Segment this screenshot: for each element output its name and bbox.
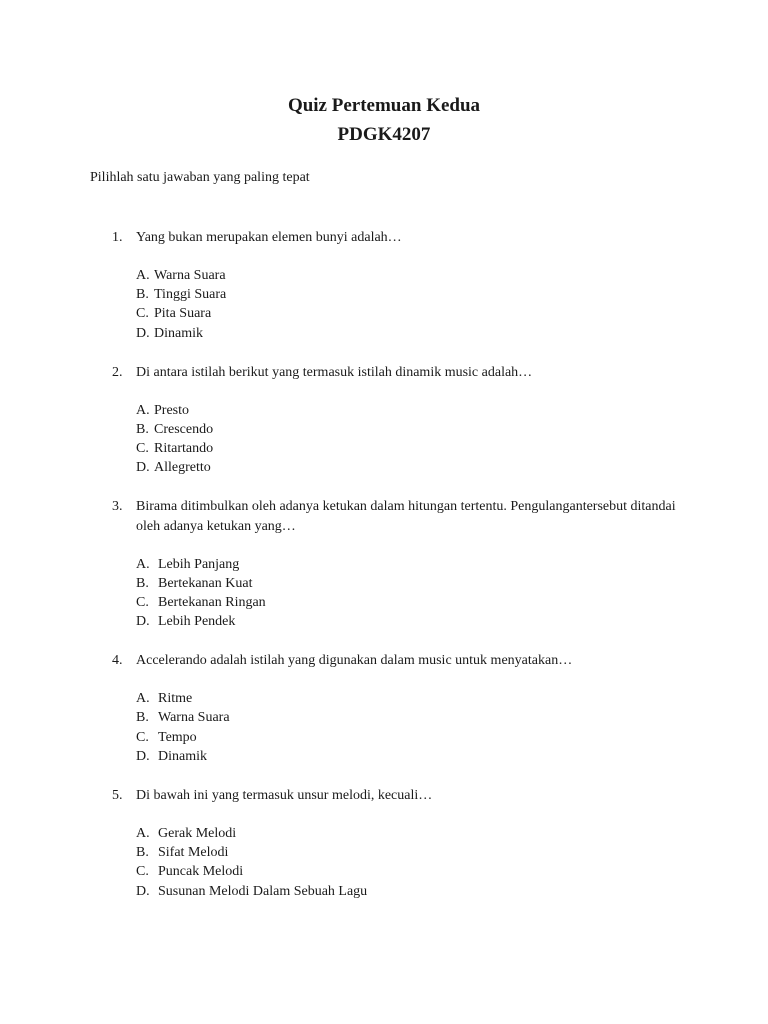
question-1-text: Yang bukan merupakan elemen bunyi adalah… xyxy=(136,230,402,245)
question-5-option-b: B. Sifat Melodi xyxy=(136,845,229,860)
question-4-text: Accelerando adalah istilah yang digunakan dalam music untuk menyatakan… xyxy=(136,653,573,668)
question-1-number: 1. xyxy=(112,230,123,245)
question-3-text: Birama ditimbulkan oleh adanya ketukan dalam hitungan tertentu. Pengulangantersebut ditandai oleh adanya ketukan yang… xyxy=(136,499,676,534)
course-code: PDGK4207 xyxy=(337,124,431,145)
question-2-option-b: B. Crescendo xyxy=(136,422,214,437)
question-2-option-a: A. Presto xyxy=(136,403,189,418)
question-2-option-c: C. Ritartando xyxy=(136,441,214,456)
question-3-option-d: D. Lebih Pendek xyxy=(136,614,236,629)
question-2-text: Di antara istilah berikut yang termasuk istilah dinamik music adalah… xyxy=(136,365,533,380)
question-2-number: 2. xyxy=(112,365,123,380)
question-5-option-a: A. Gerak Melodi xyxy=(136,826,237,841)
instruction-text: Pilihlah satu jawaban yang paling tepat xyxy=(90,170,310,185)
question-1-option-b: B. Tinggi Suara xyxy=(136,287,227,302)
question-4-option-d: D. Dinamik xyxy=(136,749,207,764)
question-3-option-a: A. Lebih Panjang xyxy=(136,557,240,572)
question-3-option-c: C. Bertekanan Ringan xyxy=(136,595,266,610)
question-3-number: 3. xyxy=(112,499,123,514)
question-4-option-b: B. Warna Suara xyxy=(136,710,230,725)
question-1-option-a: A. Warna Suara xyxy=(136,268,226,283)
question-5-option-d: D. Susunan Melodi Dalam Sebuah Lagu xyxy=(136,884,368,899)
question-1-option-c: C. Pita Suara xyxy=(136,306,212,321)
question-4-option-a: A. Ritme xyxy=(136,691,193,706)
quiz-title: Quiz Pertemuan Kedua xyxy=(287,95,481,116)
question-4-number: 4. xyxy=(112,653,123,668)
question-5-option-c: C. Puncak Melodi xyxy=(136,864,244,879)
question-1-option-d: D. Dinamik xyxy=(136,326,203,341)
question-3-option-b: B. Bertekanan Kuat xyxy=(136,576,253,591)
question-4-option-c: C. Tempo xyxy=(136,730,197,745)
question-2-option-d: D. Allegretto xyxy=(136,460,211,475)
question-5-text: Di bawah ini yang termasuk unsur melodi, kecuali… xyxy=(136,788,433,803)
question-5-number: 5. xyxy=(112,788,123,803)
